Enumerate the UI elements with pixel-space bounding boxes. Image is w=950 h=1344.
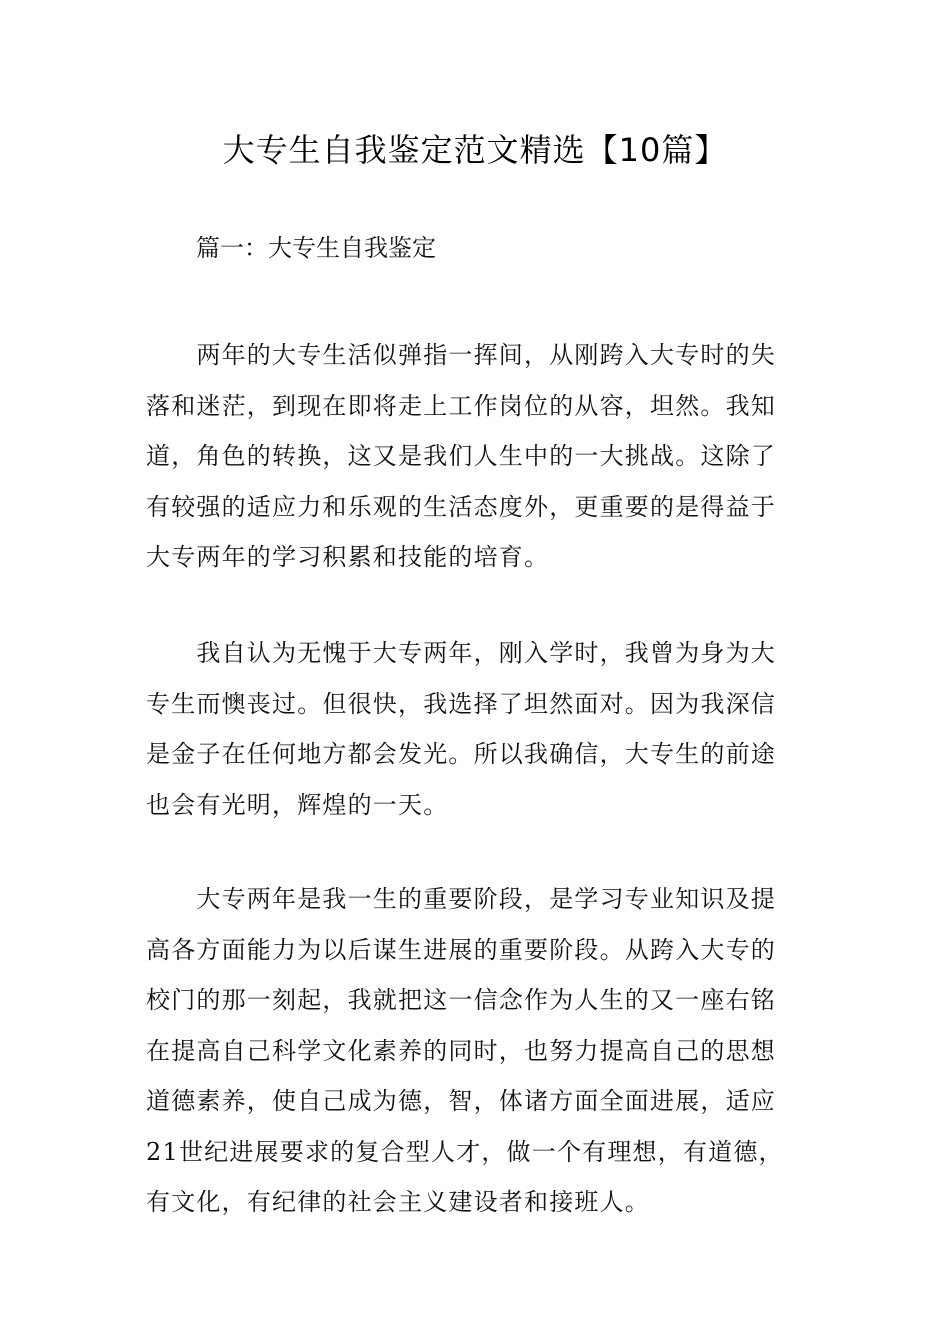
paragraph-line: 21世纪进展要求的复合型人才，做一个有理想，有道德，	[146, 1137, 784, 1166]
paragraph-line: 有较强的适应力和乐观的生活态度外，更重要的是得益于	[146, 492, 776, 521]
paragraph-line: 大专两年是我一生的重要阶段，是学习专业知识及提	[146, 885, 776, 913]
paragraph-line: 是金子在任何地方都会发光。所以我确信，大专生的前途	[146, 740, 776, 768]
document-title: 大专生自我鉴定范文精选【10篇】	[222, 131, 728, 169]
paragraph-line: 有文化，有纪律的社会主义建设者和接班人。	[146, 1188, 650, 1216]
paragraph-1	[146, 330, 810, 583]
paragraph-line: 在提高自己科学文化素养的同时，也努力提高自己的思想	[146, 1036, 776, 1065]
paragraph-3	[146, 874, 810, 1228]
paragraph-2	[146, 628, 810, 830]
paragraph-line: 大专两年的学习积累和技能的培育。	[146, 543, 550, 571]
paragraph-line: 道，角色的转换，这又是我们人生中的一大挑战。这除了	[146, 442, 776, 470]
paragraph-line: 也会有光明，辉煌的一天。	[146, 790, 449, 819]
paragraph-line: 专生而懊丧过。但很快，我选择了坦然面对。因为我深信	[146, 689, 776, 718]
paragraph-line: 我自认为无愧于大专两年，刚入学时，我曾为身为大	[146, 639, 776, 667]
paragraph-line: 高各方面能力为以后谋生进展的重要阶段。从跨入大专的	[146, 935, 776, 964]
paragraph-line: 两年的大专生活似弹指一挥间，从刚跨入大专时的失	[146, 341, 776, 369]
paragraph-line: 校门的那一刻起，我就把这一信念作为人生的又一座右铭	[146, 986, 776, 1014]
paragraph-line: 落和迷茫，到现在即将走上工作岗位的从容，坦然。我知	[146, 391, 776, 420]
paragraph-line: 道德素养，使自己成为德，智，体诸方面全面进展，适应	[146, 1087, 776, 1115]
section-heading: 篇一：大专生自我鉴定	[196, 234, 436, 262]
